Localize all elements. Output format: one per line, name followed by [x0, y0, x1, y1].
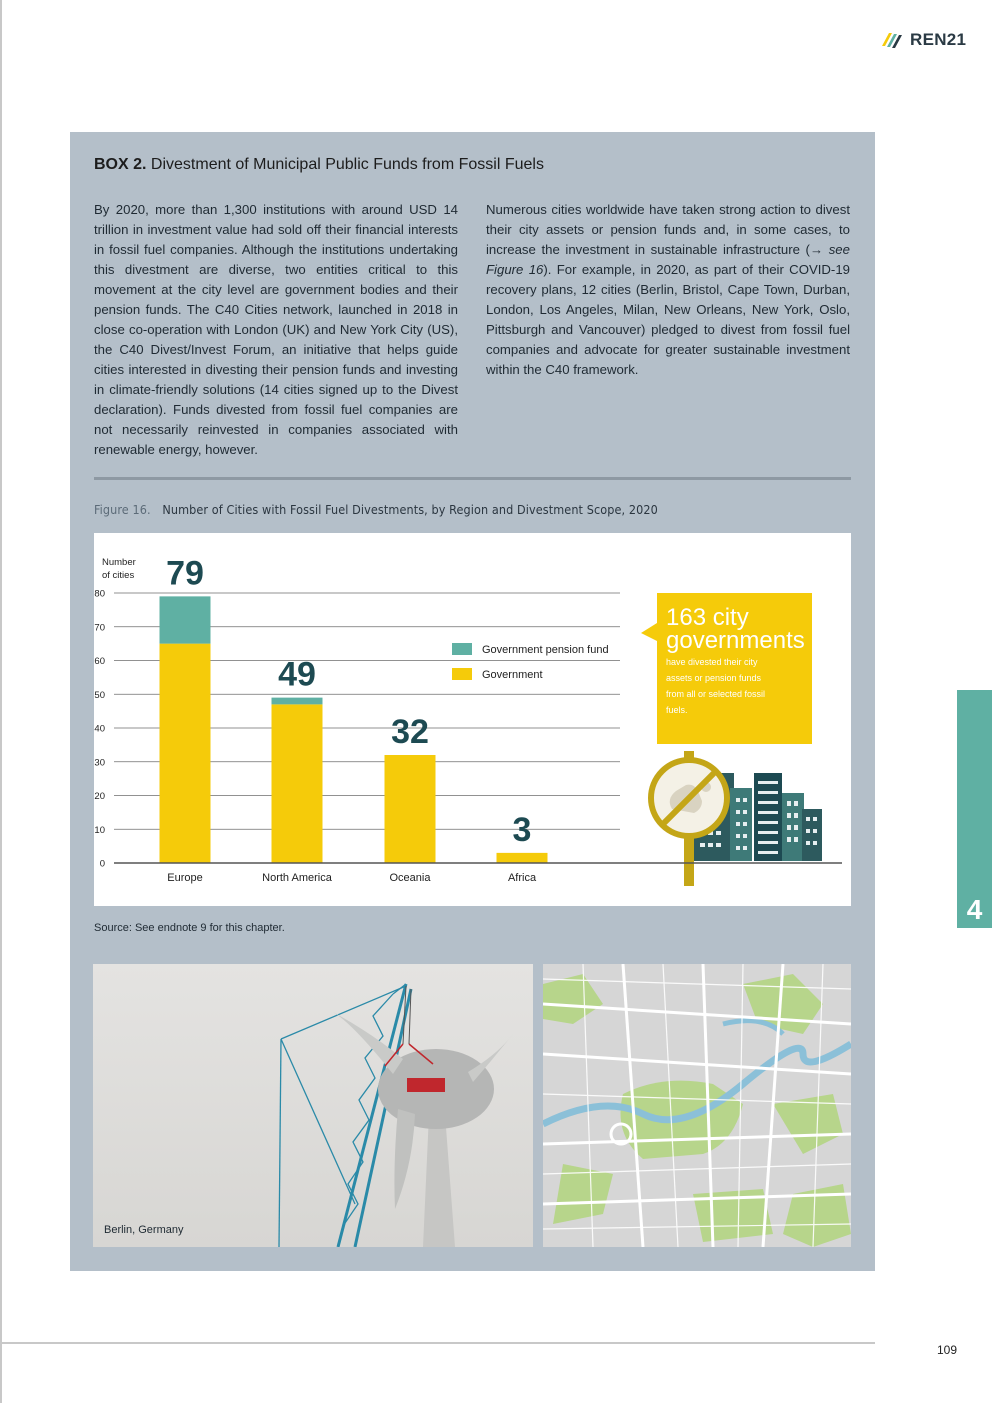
logo-text: REN21	[910, 30, 967, 49]
chart-panel	[94, 533, 851, 906]
right-paragraph-end: ). For example, in 2020, as part of their COVID-19 recovery plans, 12 cities (Berlin, Bristol, Cape Town, Durban, London, Los Angeles, Milan, New Orleans, New York, Oslo, Pittsburgh and Vancouver) pledged to divest from fossil fuel companies and advocate for greater sustainable investment within the C40 framework.	[486, 262, 850, 377]
bar-government	[497, 853, 548, 863]
bar-government-pension-fund	[272, 698, 323, 705]
callout-body-1: have divested their city	[666, 657, 758, 667]
callout-headline-1: 163 city	[666, 604, 749, 631]
bar-government-pension-fund	[160, 596, 211, 643]
y-tick-label: 40	[94, 723, 105, 735]
legend-label-pension: Government pension fund	[482, 644, 609, 656]
box-divider	[94, 477, 851, 480]
callout-body-4: fuels.	[666, 705, 688, 715]
legend-swatch-government	[452, 668, 472, 680]
box-left-paragraph: By 2020, more than 1,300 institutions with around USD 14 trillion in investment value had sold off their financial interests in fossil fuel companies. Although the institutions undertaking this divestment are diverse, two entities critical to this movement at the city level are government bodies and their pension funds. The C40 Cities network, launched in 2018 in close co-operation with London (UK) and New York City (US), the C40 Divest/Invest Forum, an initiative that helps guide cities interested in divesting their pension funds and investing in climate-friendly solutions (14 cities signed up to the Divest declaration). Funds divested from fossil fuel companies are not necessarily reinvested in companies associated with renewable energy, however.	[94, 202, 458, 457]
berlin-map-image	[543, 964, 851, 1247]
y-tick-label: 10	[94, 824, 105, 836]
x-tick-label: North America	[262, 872, 332, 884]
no-fossil-fuel-sign-icon	[651, 751, 727, 886]
y-tick-label: 30	[94, 757, 105, 769]
legend-label-government: Government	[482, 669, 543, 681]
wind-turbine-photo	[93, 964, 533, 1247]
page-number: 109	[937, 1343, 958, 1357]
callout-headline-2: governments	[666, 627, 805, 654]
total-data-label: 79	[166, 554, 204, 593]
total-data-label: 3	[512, 810, 532, 849]
y-tick-label: 80	[94, 588, 105, 600]
ren21-logo-icon	[880, 30, 904, 50]
figure-source: Source: See endnote 9 for this chapter.	[94, 922, 285, 934]
box-title-label: BOX 2.	[94, 156, 147, 173]
chapter-side-tab[interactable]	[957, 690, 992, 928]
legend-swatch-pension	[452, 643, 472, 655]
photo-caption: Berlin, Germany	[104, 1224, 184, 1236]
right-paragraph-start: Numerous cities worldwide have taken strong action to divest their city assets or pension funds and, in some cases, to increase the investment in sustainable infrastructure (	[486, 202, 850, 257]
city-map-illustration	[543, 964, 851, 1247]
y-axis-label-line1: Number	[102, 557, 136, 568]
figure-caption	[94, 502, 658, 517]
box-title	[94, 156, 544, 174]
y-axis-label-line2: of cities	[102, 570, 135, 581]
y-tick-label: 50	[94, 689, 105, 701]
ren21-logo	[880, 30, 966, 50]
box-2	[70, 132, 875, 1271]
page-edge-rule	[0, 0, 2, 1403]
chapter-number: 4	[966, 894, 983, 925]
box-right-paragraph	[486, 200, 850, 380]
y-tick-label: 60	[94, 656, 105, 667]
x-tick-label: Europe	[167, 872, 203, 884]
bar-government	[385, 755, 436, 863]
wind-turbine-image	[93, 964, 533, 1247]
total-data-label: 49	[278, 655, 316, 694]
figure-title: Number of Cities with Fossil Fuel Divestments, by Region and Divestment Scope, 2020	[162, 502, 658, 517]
divestment-chart	[94, 533, 851, 906]
x-tick-label: Africa	[507, 872, 537, 884]
bar-government	[272, 704, 323, 863]
figure-number: Figure 16.	[94, 502, 151, 517]
y-tick-label: 0	[99, 858, 105, 870]
y-tick-label: 70	[94, 622, 105, 634]
total-data-label: 32	[391, 713, 429, 751]
callout-body-2: assets or pension funds	[666, 673, 762, 683]
footer-rule	[0, 1342, 875, 1344]
y-tick-label: 20	[94, 791, 105, 802]
callout-box	[641, 593, 812, 744]
chart-legend	[452, 643, 609, 681]
x-tick-label: Oceania	[389, 872, 431, 884]
bar-government	[160, 644, 211, 863]
box-title-text: Divestment of Municipal Public Funds from Fossil Fuels	[150, 156, 544, 173]
figure-reference-link[interactable]: → see Figure 16	[486, 242, 850, 277]
callout-body-3: from all or selected fossil	[666, 689, 766, 699]
